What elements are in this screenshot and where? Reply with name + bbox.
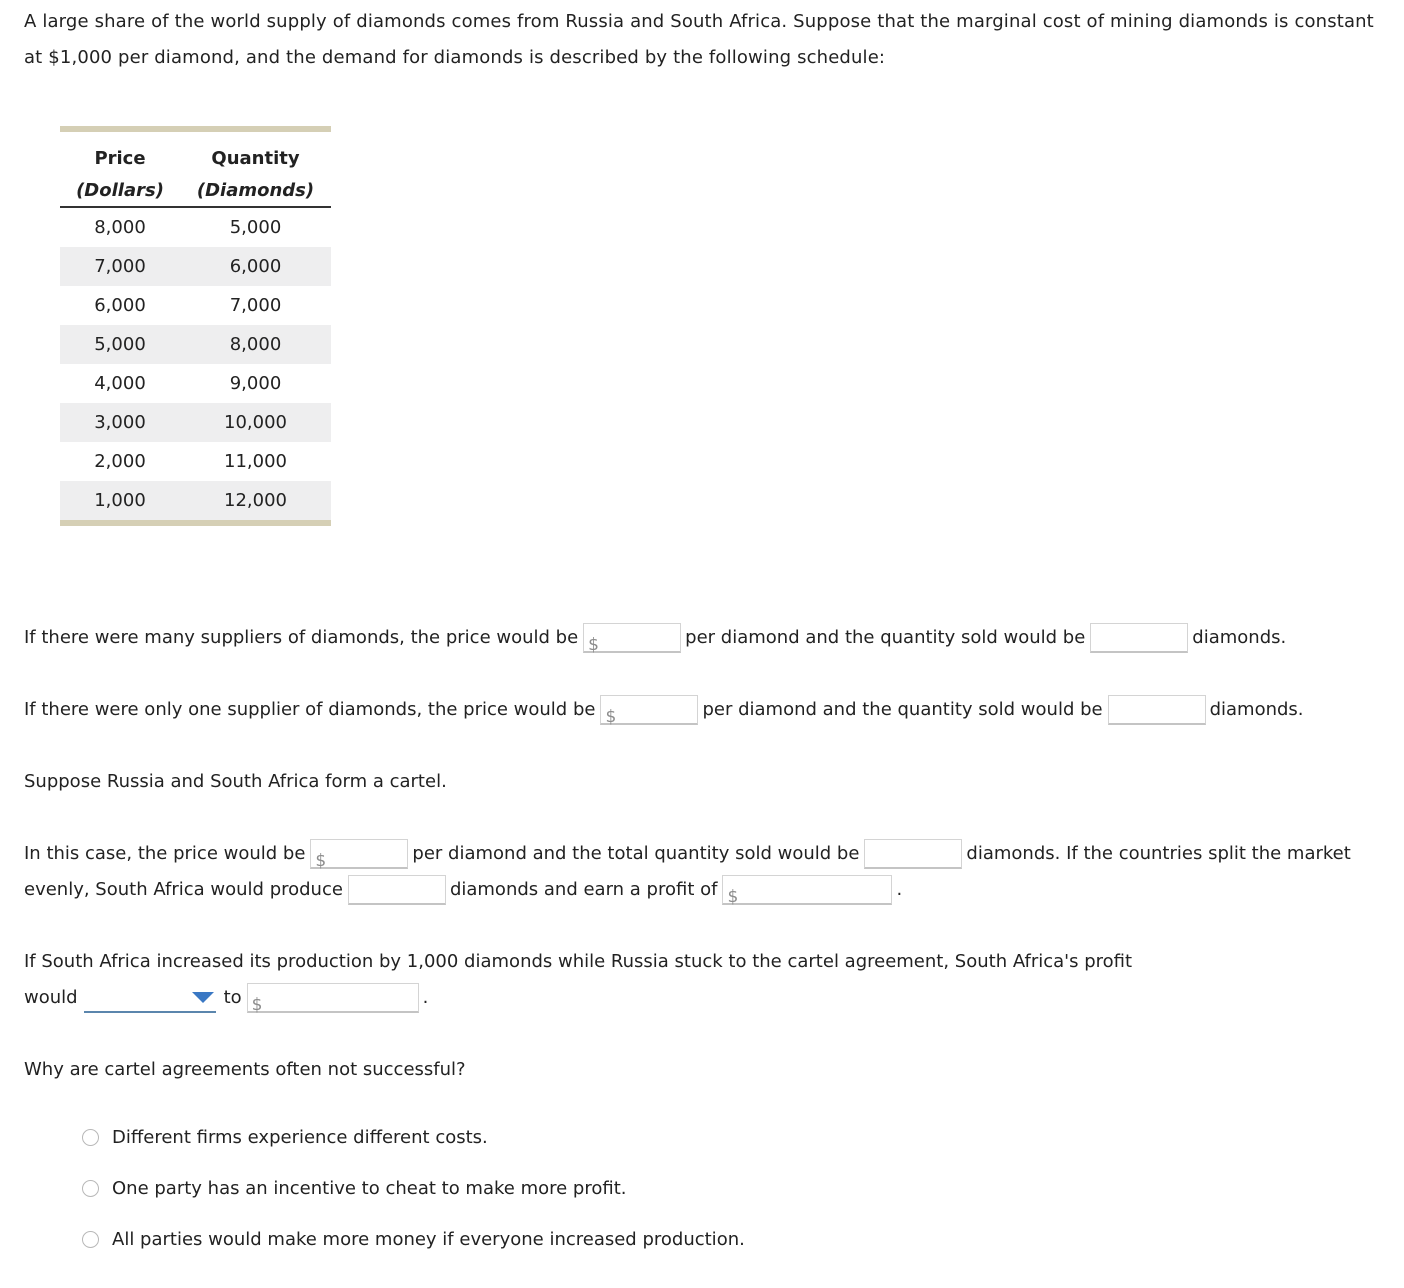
radio-button[interactable]: [82, 1180, 99, 1197]
quantity-unit-header: (Diamonds): [180, 174, 331, 207]
table-row: [60, 364, 331, 403]
q5-option-more-money[interactable]: [82, 1214, 745, 1265]
q1-mid-text: per diamond and the quantity sold would be: [685, 627, 1086, 648]
q3-line-1: [24, 836, 1351, 872]
price-cell: 3,000: [60, 403, 180, 442]
q2-price-input[interactable]: [617, 698, 693, 722]
q4-mid-text: to: [223, 987, 242, 1008]
q5-question: [24, 1052, 466, 1088]
price-cell: 5,000: [60, 325, 180, 364]
q1-post-text: diamonds.: [1192, 627, 1287, 648]
q4-direction-dropdown[interactable]: [84, 983, 216, 1013]
dollar-sign: $: [251, 995, 263, 1015]
price-cell: 4,000: [94, 373, 146, 394]
intro-text: A large share of the world supply of diamonds comes from Russia and South Africa. Suppose that the marginal cost of mining diamonds is constant at $1,000 per diamond, and the demand for diamonds is described by the following schedule:: [24, 11, 1374, 68]
q1-price-field[interactable]: [583, 623, 681, 653]
q5-options: [82, 1112, 745, 1265]
q2-post-text: diamonds.: [1209, 699, 1304, 720]
q2-quantity-input[interactable]: [1113, 698, 1201, 722]
price-cell: 2,000: [94, 451, 146, 472]
cartel-intro: [24, 764, 447, 800]
quantity-header: Quantity: [211, 147, 300, 169]
radio-button[interactable]: [82, 1129, 99, 1146]
q3-quantity-input[interactable]: [869, 842, 957, 866]
q3-pre-text: In this case, the price would be: [24, 843, 306, 864]
cartel-intro-text: Suppose Russia and South Africa form a cartel.: [24, 771, 447, 792]
q2-line: [24, 692, 1304, 728]
quantity-cell: 10,000: [180, 403, 331, 442]
table-row: [60, 286, 331, 325]
table-row: [60, 403, 331, 442]
q3-post-text: diamonds. If the countries split the market: [966, 843, 1351, 864]
q3-line-2: [24, 872, 902, 908]
table-row: [60, 442, 331, 481]
q3-mid-text: per diamond and the total quantity sold would be: [412, 843, 860, 864]
q1-line: [24, 620, 1286, 656]
quantity-cell: 7,000: [229, 295, 282, 316]
q5-option-label: All parties would make more money if everyone increased production.: [112, 1229, 745, 1250]
radio-button[interactable]: [82, 1231, 99, 1248]
q4-line-2: [24, 980, 428, 1016]
q5-option-different-costs[interactable]: [82, 1112, 745, 1163]
q4-line1-text: If South Africa increased its production by 1,000 diamonds while Russia stuck to the cartel agreement, South Africa's profit: [24, 951, 1133, 972]
q3-quantity-field[interactable]: [864, 839, 962, 869]
q1-price-input[interactable]: [600, 626, 676, 650]
q3-line2-mid-text: diamonds and earn a profit of: [449, 879, 718, 900]
quantity-cell: 12,000: [180, 481, 331, 523]
dollar-sign: $: [315, 851, 327, 871]
q3-sa-quantity-input[interactable]: [353, 878, 441, 902]
q2-quantity-field[interactable]: [1108, 695, 1206, 725]
q4-profit-field[interactable]: [247, 983, 419, 1013]
q5-question-text: Why are cartel agreements often not successful?: [24, 1059, 466, 1080]
q3-line2-post-text: .: [896, 879, 903, 900]
q3-sa-profit-input[interactable]: [739, 878, 887, 902]
q3-sa-profit-field[interactable]: [722, 875, 892, 905]
price-unit-header: (Dollars): [60, 174, 180, 207]
price-cell: 7,000: [60, 247, 180, 286]
q3-sa-quantity-field[interactable]: [348, 875, 446, 905]
q5-option-label: Different firms experience different costs.: [112, 1127, 488, 1148]
q1-quantity-field[interactable]: [1090, 623, 1188, 653]
q4-profit-input[interactable]: [264, 986, 414, 1010]
table-row: [60, 325, 331, 364]
quantity-cell: 5,000: [229, 217, 282, 238]
price-cell: 1,000: [60, 481, 180, 523]
quantity-cell: 6,000: [180, 247, 331, 286]
price-cell: 8,000: [94, 217, 146, 238]
q3-price-field[interactable]: [310, 839, 408, 869]
demand-schedule-table: [60, 126, 331, 526]
dollar-sign: $: [727, 887, 739, 907]
price-cell: 6,000: [94, 295, 146, 316]
table-row: [60, 247, 331, 286]
quantity-cell: 11,000: [224, 451, 287, 472]
chevron-down-icon[interactable]: [192, 992, 214, 1003]
q3-price-input[interactable]: [327, 842, 403, 866]
q3-line2-pre-text: evenly, South Africa would produce: [24, 879, 343, 900]
quantity-cell: 9,000: [229, 373, 282, 394]
q5-option-incentive-to-cheat[interactable]: [82, 1163, 745, 1214]
q4-line-1: [24, 944, 1132, 980]
price-header: Price: [94, 147, 146, 169]
q4-pre-text: would: [24, 987, 78, 1008]
dollar-sign: $: [588, 635, 599, 655]
q2-mid-text: per diamond and the quantity sold would be: [702, 699, 1103, 720]
table-row: [60, 207, 331, 247]
q5-option-label: One party has an incentive to cheat to make more profit.: [112, 1178, 627, 1199]
table-row: [60, 481, 331, 523]
q1-quantity-input[interactable]: [1095, 626, 1183, 650]
q2-pre-text: If there were only one supplier of diamonds, the price would be: [24, 699, 596, 720]
dollar-sign: $: [605, 707, 617, 727]
q1-pre-text: If there were many suppliers of diamonds, the price would be: [24, 627, 579, 648]
q4-post-text: .: [422, 987, 429, 1008]
q2-price-field[interactable]: [600, 695, 698, 725]
quantity-cell: 8,000: [180, 325, 331, 364]
